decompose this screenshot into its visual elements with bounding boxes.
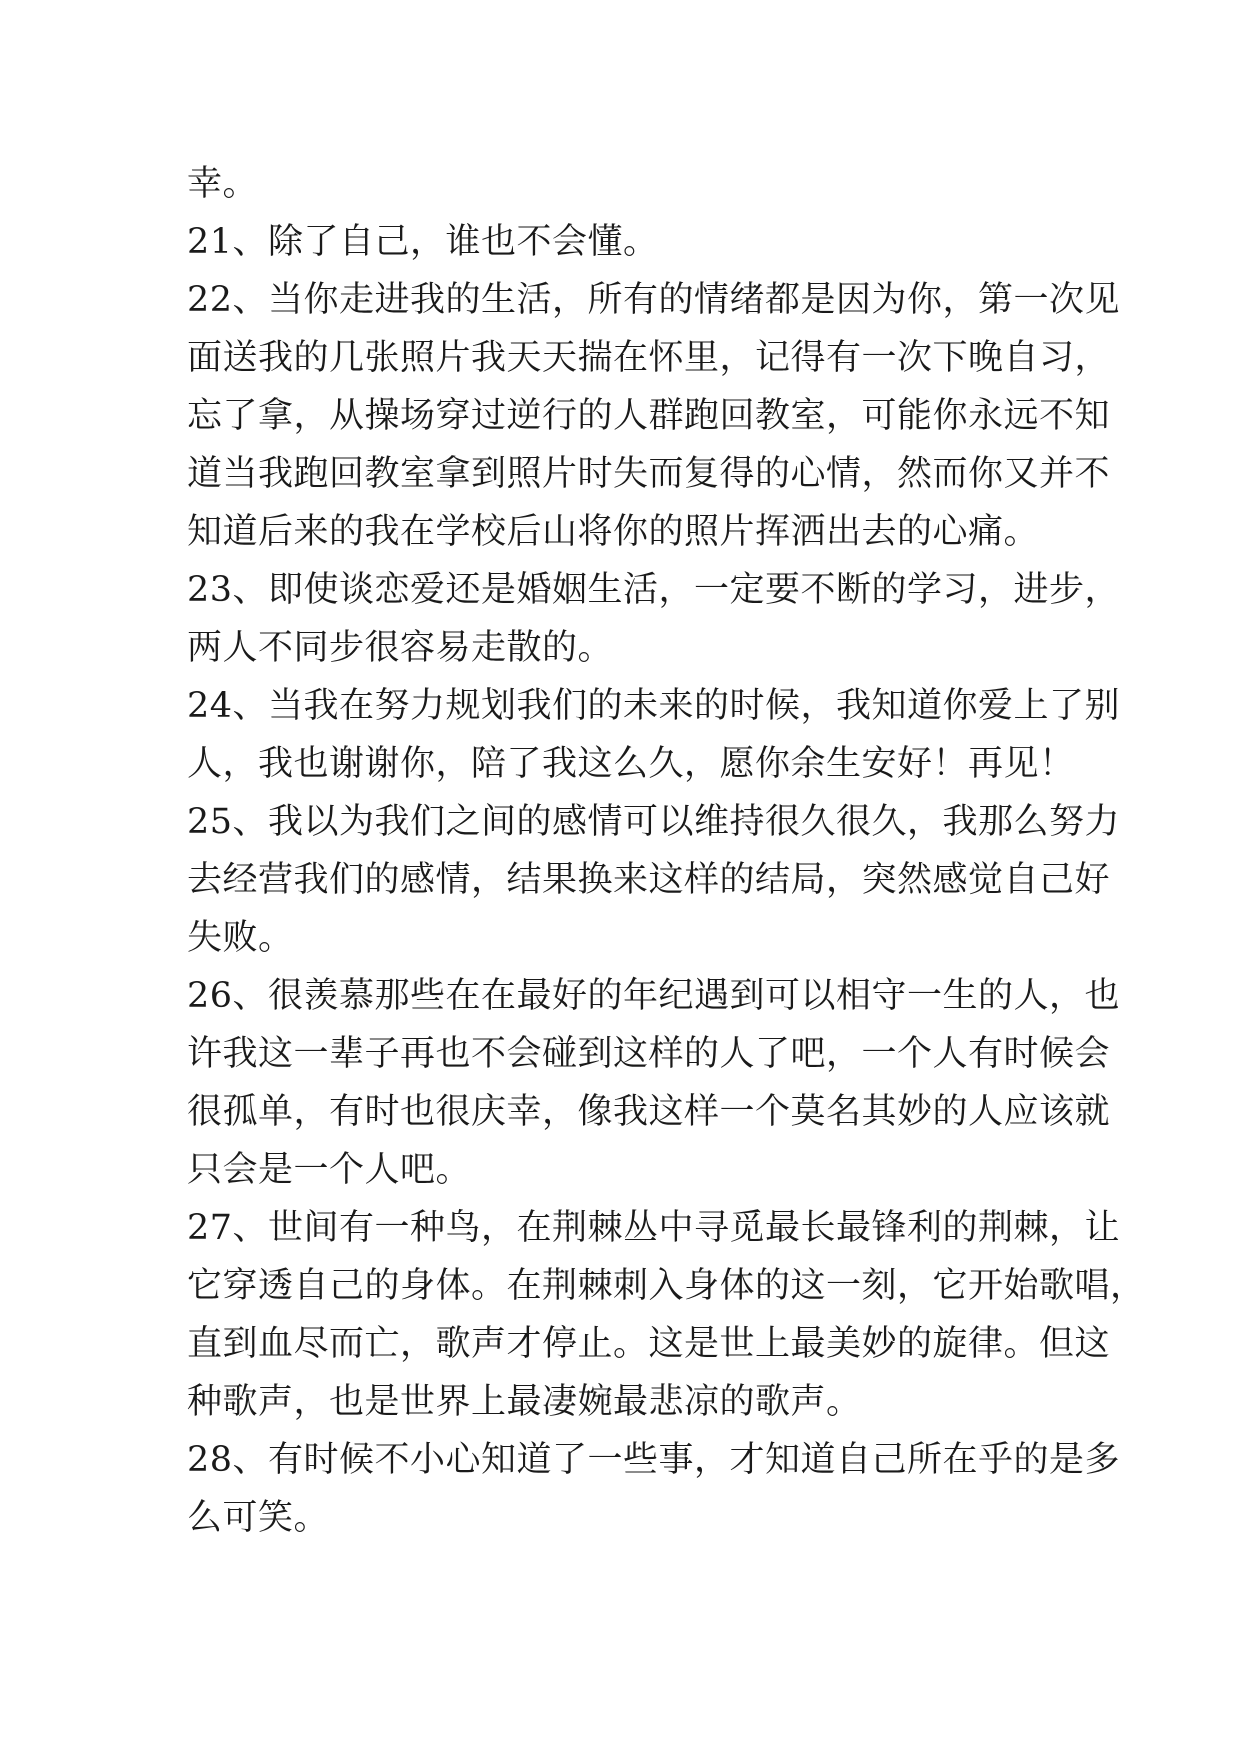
text-line: 知道后来的我在学校后山将你的照片挥洒出去的心痛。 (187, 512, 1040, 552)
text-line: 幸。 (187, 164, 259, 204)
text-line: 种歌声，也是世界上最凄婉最悲凉的歌声。 (187, 1382, 862, 1422)
text-line: 么可笑。 (187, 1498, 330, 1538)
text-line: 道当我跑回教室拿到照片时失而复得的心情，然而你又并不 (187, 454, 1111, 494)
text-line: 25、我以为我们之间的感情可以维持很久很久，我那么努力 (187, 802, 1121, 842)
text-line: 它穿透自己的身体。在荆棘刺入身体的这一刻，它开始歌唱， (187, 1266, 1146, 1306)
text-line: 面送我的几张照片我天天揣在怀里，记得有一次下晚自习， (187, 338, 1111, 378)
text-line: 24、当我在努力规划我们的未来的时候，我知道你爱上了别 (187, 686, 1121, 726)
text-line: 失败。 (187, 918, 294, 958)
text-line: 很孤单，有时也很庆幸，像我这样一个莫名其妙的人应该就 (187, 1092, 1111, 1132)
text-line: 忘了拿，从操场穿过逆行的人群跑回教室，可能你永远不知 (187, 396, 1111, 436)
text-line: 26、很羡慕那些在在最好的年纪遇到可以相守一生的人，也 (187, 976, 1121, 1016)
text-line: 只会是一个人吧。 (187, 1150, 472, 1190)
text-line: 27、世间有一种鸟，在荆棘丛中寻觅最长最锋利的荆棘，让 (187, 1208, 1121, 1248)
text-line: 两人不同步很容易走散的。 (187, 628, 614, 668)
document-body-text (187, 155, 1146, 1547)
text-line: 直到血尽而亡，歌声才停止。这是世上最美妙的旋律。但这 (187, 1324, 1111, 1364)
text-line: 人，我也谢谢你，陪了我这么久，愿你余生安好！再见！ (187, 744, 1075, 784)
text-line: 22、当你走进我的生活，所有的情绪都是因为你，第一次见 (187, 280, 1121, 320)
text-line: 去经营我们的感情，结果换来这样的结局，突然感觉自己好 (187, 860, 1111, 900)
text-line: 21、除了自己，谁也不会懂。 (187, 222, 659, 262)
text-line: 许我这一辈子再也不会碰到这样的人了吧，一个人有时候会 (187, 1034, 1111, 1074)
text-line: 28、有时候不小心知道了一些事，才知道自己所在乎的是多 (187, 1440, 1121, 1480)
text-line: 23、即使谈恋爱还是婚姻生活，一定要不断的学习，进步， (187, 570, 1121, 610)
